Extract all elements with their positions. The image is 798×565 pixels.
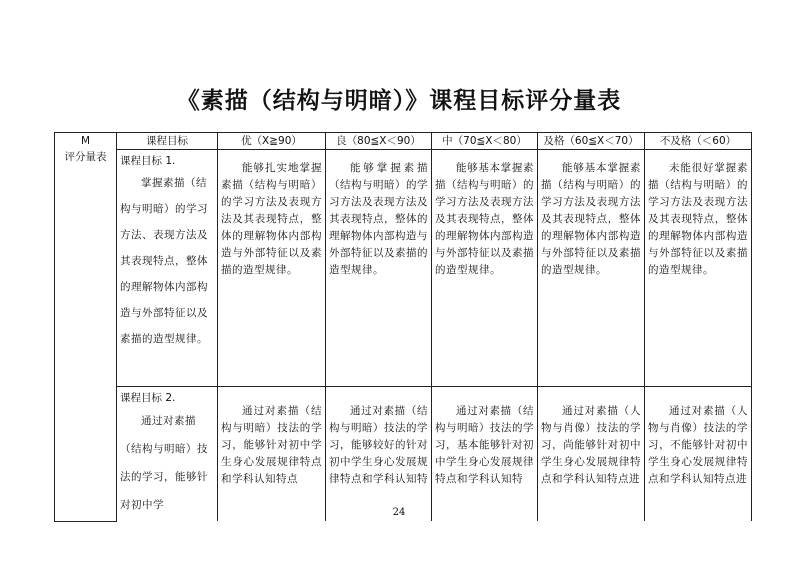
- scale-label-name: 评分量表: [64, 151, 107, 163]
- header-pass: 及格（60≦X＜70）: [538, 133, 645, 150]
- level-cell-excellent-1: [218, 150, 326, 387]
- scale-label-code: M: [80, 135, 91, 147]
- level-cell-excellent-2: [218, 387, 326, 522]
- level-cell-good-1: [326, 150, 432, 387]
- header-good: 良（80≦X＜90）: [326, 133, 432, 150]
- level-text: 通过对素描（结构与明暗）技法的学习，能够针对初中学生身心发展规律特点和学科认知特点: [221, 405, 322, 485]
- level-text: 通过对素描（人物与肖像）技法的学习，尚能够针对初中学生身心发展规律特点和学科认知特点进: [541, 405, 641, 485]
- level-text: 能够扎实地掌握素描（结构与明暗）的学习方法及表现方法及其表现特点，整体的理解物体内部构造与外部特征以及素描的造型规律。: [221, 162, 322, 276]
- rubric-table: [54, 132, 752, 522]
- level-text: 通过对素描（结构与明暗）技法的学习，能够较好的针对初中学生身心发展规律特点和学科认知特: [329, 405, 428, 485]
- level-text: 能够基本掌握素描（结构与明暗）的学习方法及表现方法及其表现特点，整体的理解物体内部构造与外部特征以及素描的造型规律。: [435, 162, 534, 276]
- scale-label-cell: [55, 133, 117, 522]
- level-text: 通过对素描（结构与明暗）技法的学习，基本能够针对初中学生身心发展规律特点和学科认知特: [435, 405, 534, 485]
- goal-row-2: [55, 387, 752, 522]
- level-cell-fail-1: [645, 150, 752, 387]
- level-text: 通过对素描（人物与肖像）技法的学习，不能够针对初中学生身心发展规律特点和学科认知特点进: [648, 405, 748, 485]
- goal-text-1: 掌握素描（结构与明暗）的学习方法、表现方法及其表现特点，整体的理解物体内部构造与外部特征以及素描的造型规律。: [120, 177, 208, 345]
- goal-cell-2: [117, 387, 218, 522]
- level-cell-pass-1: [538, 150, 645, 387]
- goal-label-2: 课程目标 2.: [120, 392, 176, 404]
- goal-row-1: [55, 150, 752, 387]
- header-goal: 课程目标: [117, 133, 218, 150]
- level-text: 能够基本掌握素描（结构与明暗）的学习方法及表现方法及其表现特点，整体的理解物体内部构造与外部特征以及素描的造型规律。: [541, 162, 641, 276]
- page-number: 24: [392, 507, 406, 518]
- document-title: 《素描（结构与明暗）》课程目标评分量表: [176, 87, 622, 114]
- level-text: 未能很好掌握素描（结构与明暗）的学习方法及表现方法及其表现特点，整体的理解物体内部构造与外部特征以及素描的造型规律。: [648, 162, 748, 276]
- level-cell-pass-2: [538, 387, 645, 522]
- header-medium: 中（70≦X＜80）: [432, 133, 538, 150]
- level-cell-good-2: [326, 387, 432, 522]
- header-excellent: 优（X≧90）: [218, 133, 326, 150]
- header-row: [55, 133, 752, 150]
- header-fail: 不及格（＜60）: [645, 133, 752, 150]
- level-cell-medium-1: [432, 150, 538, 387]
- goal-text-2: 通过对素描（结构与明暗）技法的学习，能够针对初中学: [120, 415, 208, 511]
- goal-cell-1: [117, 150, 218, 387]
- goal-label-1: 课程目标 1.: [120, 155, 176, 167]
- level-cell-fail-2: [645, 387, 752, 522]
- level-text: 能够掌握素描（结构与明暗）的学习方法及表现方法及其表现特点，整体的理解物体内部构造与外部特征以及素描的造型规律。: [329, 162, 428, 276]
- level-cell-medium-2: [432, 387, 538, 522]
